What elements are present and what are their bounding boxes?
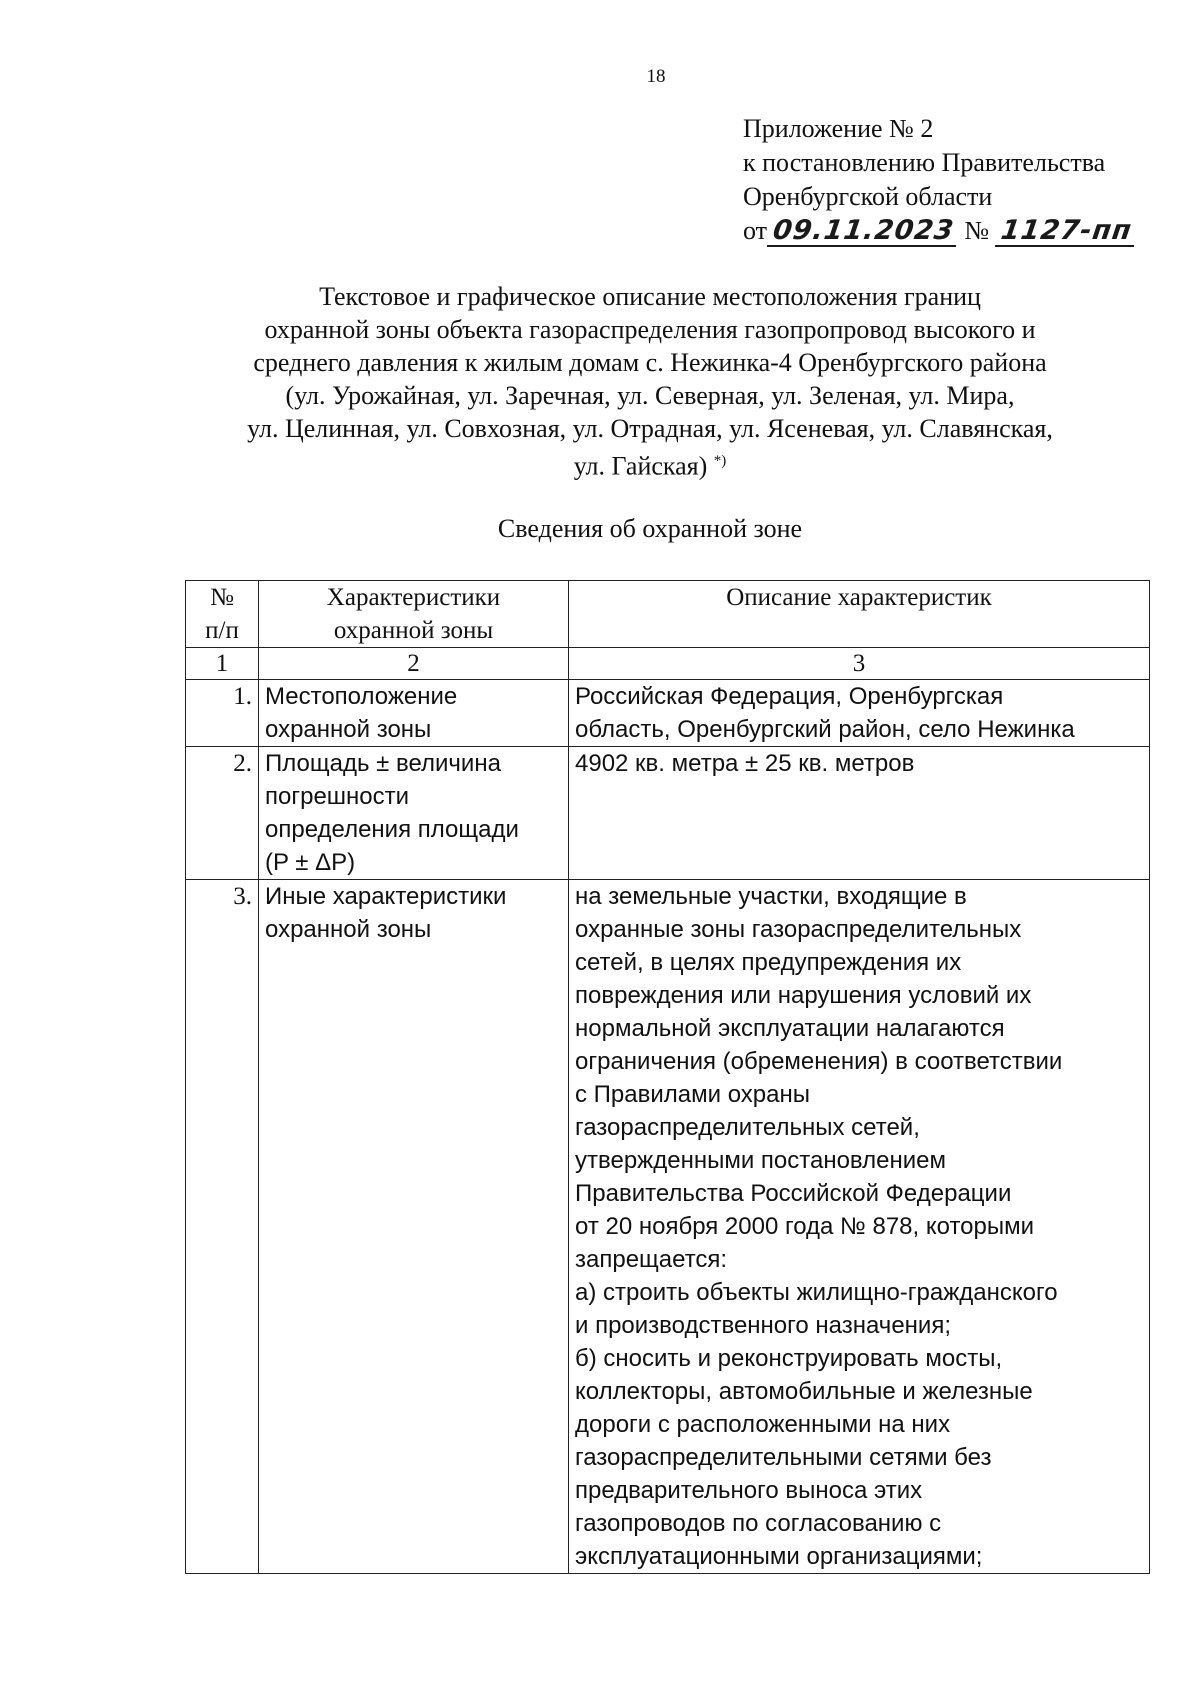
title-line: Текстовое и графическое описание местоположения границ xyxy=(319,282,981,311)
appendix-line: Приложение № 2 xyxy=(743,114,934,143)
zone-info-table xyxy=(185,580,1150,1574)
title-line: охранной зоны объекта газораспределения газопропровод высокого и xyxy=(264,315,1036,344)
appendix-line: Оренбургской области xyxy=(743,182,993,211)
row-description: Российская Федерация, Оренбургская область, Оренбургский район, село Нежинка xyxy=(569,680,1150,747)
title-line xyxy=(150,445,1150,483)
appendix-header xyxy=(743,112,1136,248)
header-col-characteristics: Характеристики охранной зоны xyxy=(259,581,569,648)
date-prefix: от xyxy=(743,216,768,245)
header-col-description: Описание характеристик xyxy=(569,581,1150,648)
title-line: среднего давления к жилым домам с. Нежинка-4 Оренбургского района xyxy=(253,348,1047,377)
page-number: 18 xyxy=(646,66,666,87)
row-description: 4902 кв. метра ± 25 кв. метров xyxy=(569,747,1150,880)
row-characteristic: Площадь ± величина погрешности определения площади (P ± ΔP) xyxy=(259,747,569,880)
number-sign: № xyxy=(964,216,990,245)
table-row xyxy=(186,880,1150,1574)
column-number: 2 xyxy=(259,648,569,680)
row-number: 1. xyxy=(186,680,259,747)
footnote-mark: *) xyxy=(713,453,727,469)
row-characteristic: Иные характеристики охранной зоны xyxy=(259,880,569,1574)
row-number: 3. xyxy=(186,880,259,1574)
row-characteristic: Местоположение охранной зоны xyxy=(259,680,569,747)
column-number: 3 xyxy=(569,648,1150,680)
table-header-row xyxy=(186,581,1150,648)
section-subtitle: Сведения об охранной зоне xyxy=(497,514,803,543)
document-title xyxy=(150,280,1150,483)
header-col-number: № п/п xyxy=(186,581,259,648)
appendix-date-line xyxy=(743,214,1136,248)
column-number: 1 xyxy=(186,648,259,680)
row-number: 2. xyxy=(186,747,259,880)
appendix-line: к постановлению Правительства xyxy=(743,148,1106,177)
table-row xyxy=(186,747,1150,880)
handwritten-date: 09.11.2023 xyxy=(767,217,960,247)
column-numbers-row xyxy=(186,648,1150,680)
title-last-line: ул. Гайская) xyxy=(573,451,708,481)
row-description: на земельные участки, входящие в охранные зоны газораспределительных сетей, в целях предупреждения их повреждения или нарушения условий их нормальной эксплуатации налагаются ограничения (обременения) в соответствии с Правилами охраны газораспределительных сетей, утвержденными постановлением Правительства Российской Федерации от 20 ноября 2000 года № 878, которыми запрещается: а) строить объекты жилищно-гражданского и производственного назначения; б) сносить и реконструировать мосты, коллекторы, автомобильные и железные дороги с расположенными на них газораспределительными сетями без предварительного выноса этих газопроводов по согласованию с эксплуатационными организациями; xyxy=(569,880,1150,1574)
handwritten-number: 1127-пп xyxy=(995,217,1138,247)
title-line: (ул. Урожайная, ул. Заречная, ул. Северная, ул. Зеленая, ул. Мира, xyxy=(285,381,1015,410)
title-line: ул. Целинная, ул. Совхозная, ул. Отрадная, ул. Ясеневая, ул. Славянская, xyxy=(247,414,1053,443)
table-row xyxy=(186,680,1150,747)
